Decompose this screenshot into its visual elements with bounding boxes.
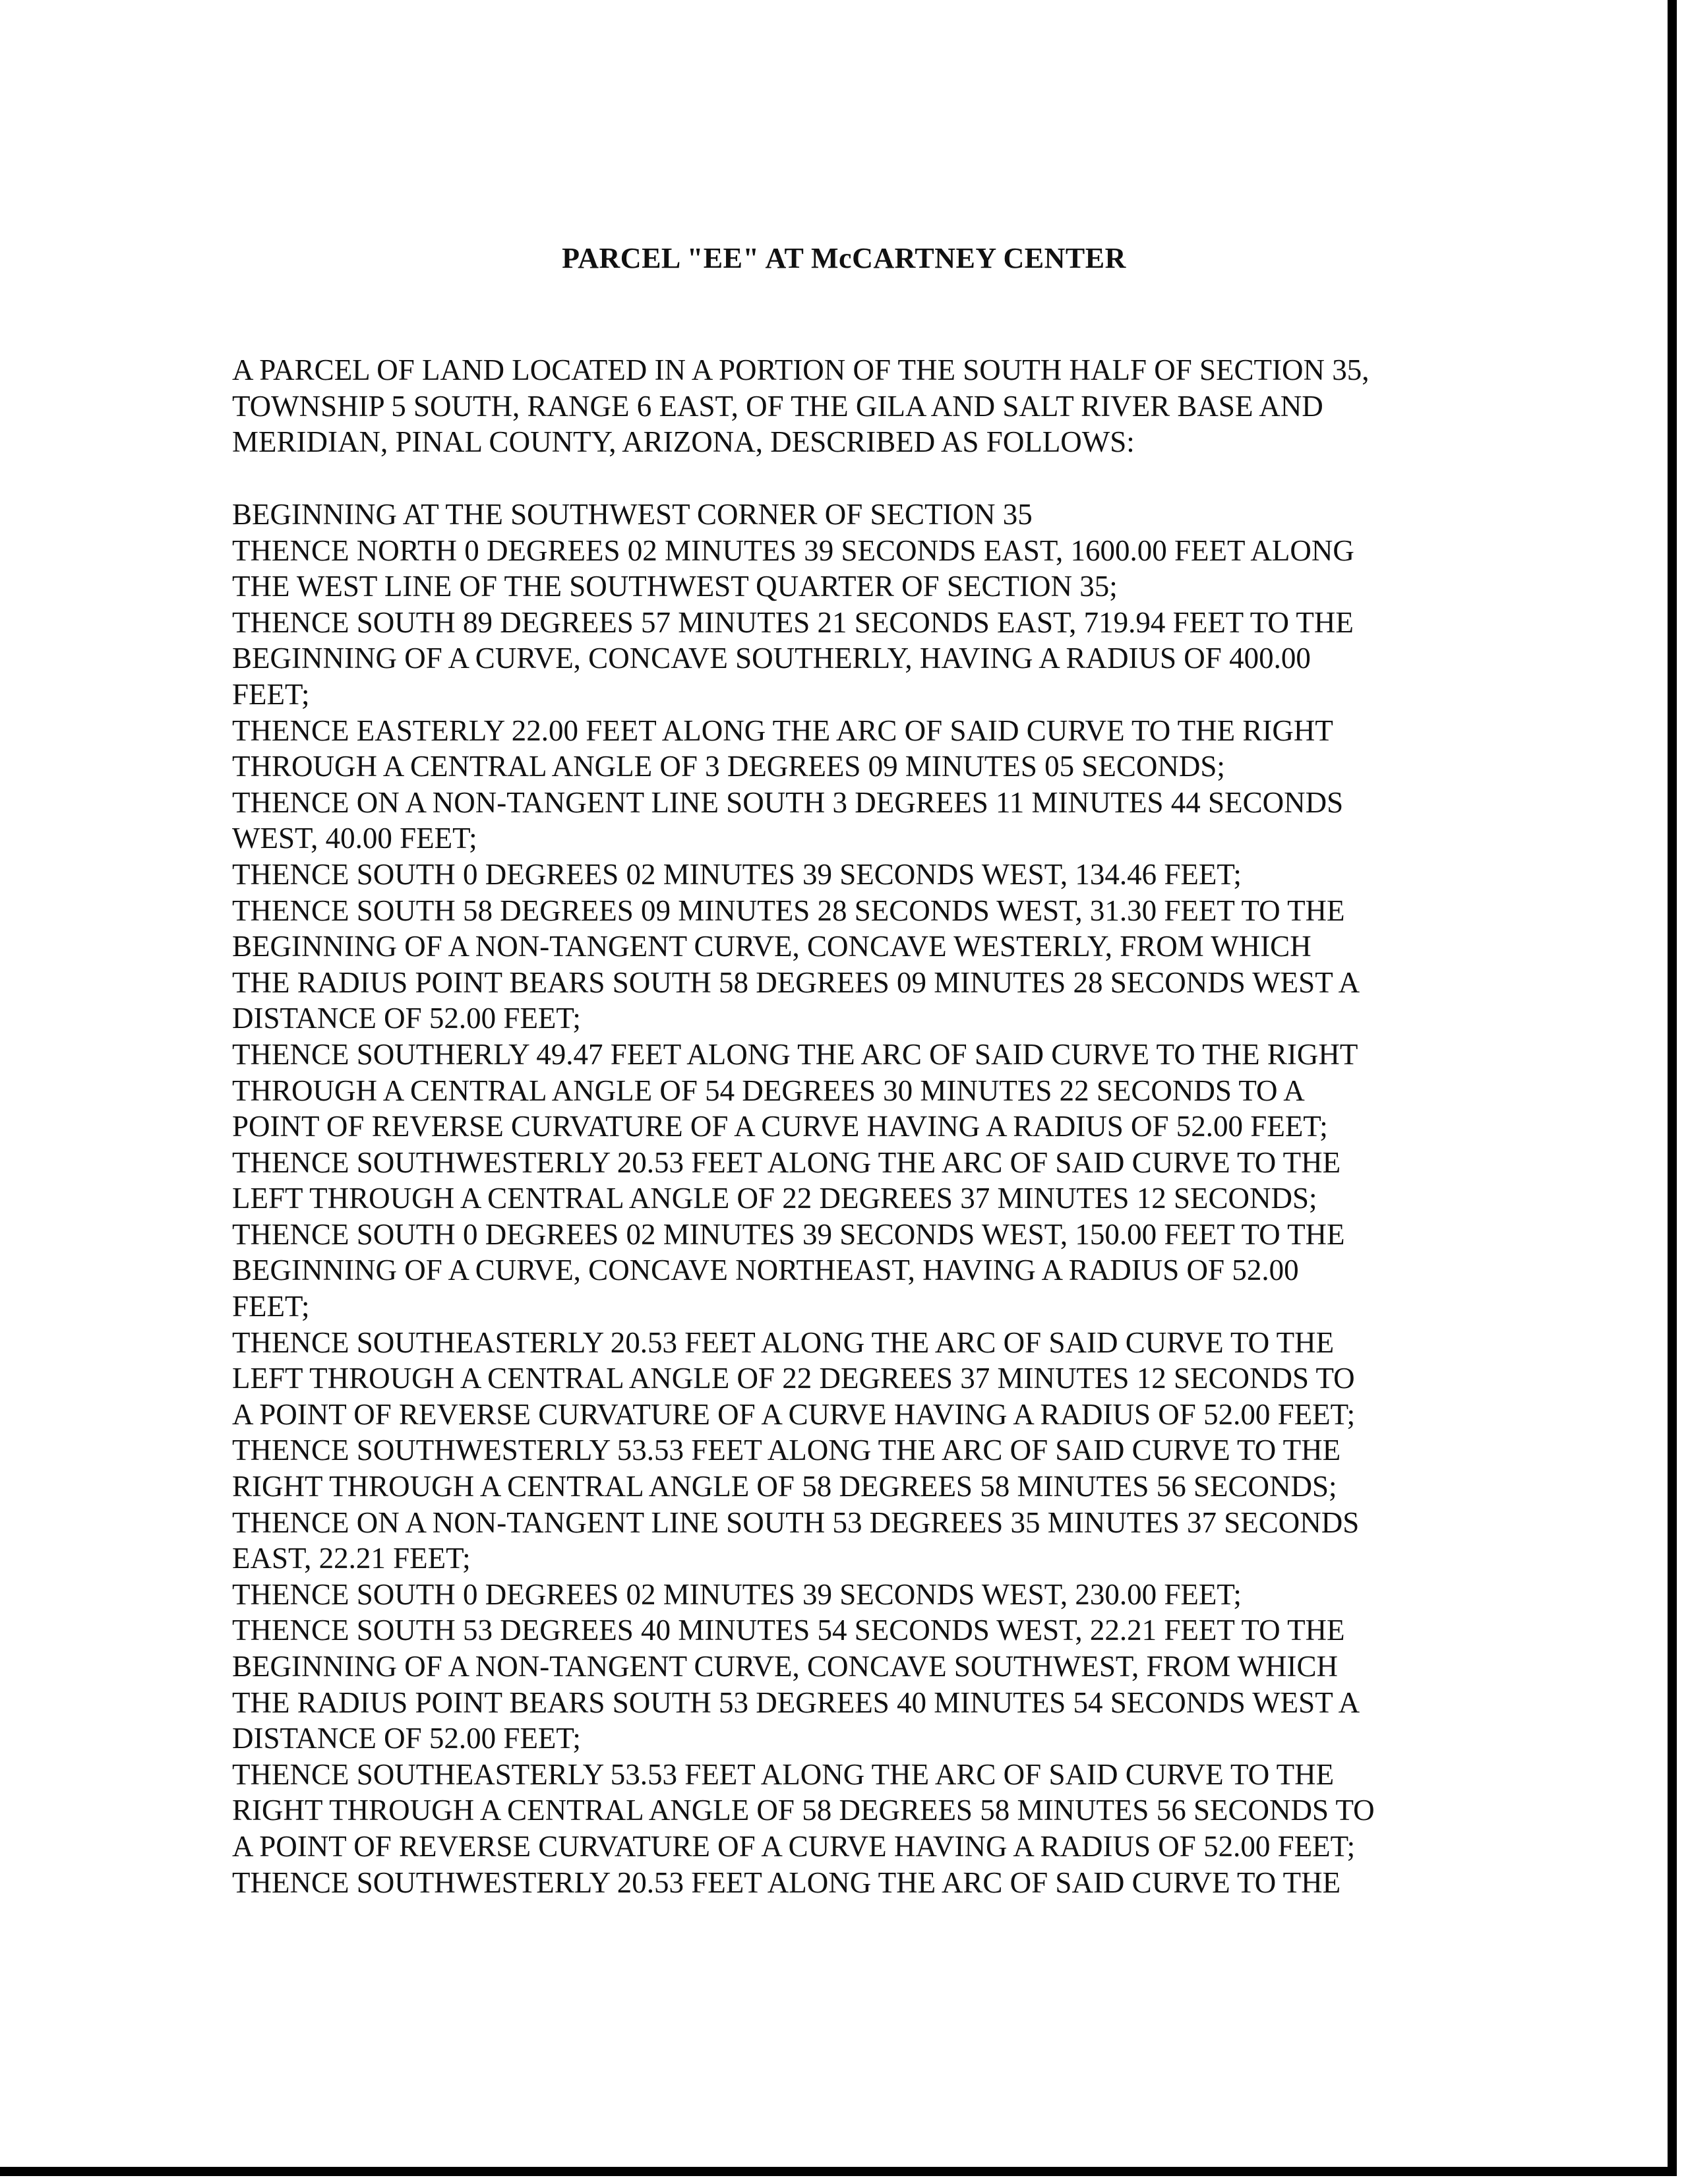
description-line: A POINT OF REVERSE CURVATURE OF A CURVE HAVING A RADIUS OF 52.00 FEET; [232, 1829, 1356, 1863]
description-line: THENCE SOUTH 0 DEGREES 02 MINUTES 39 SECONDS WEST, 230.00 FEET; [232, 1577, 1242, 1611]
description-line: THENCE SOUTHWESTERLY 20.53 FEET ALONG THE ARC OF SAID CURVE TO THE [232, 1866, 1341, 1899]
description-line: FEET; [232, 677, 310, 711]
description-line: EAST, 22.21 FEET; [232, 1542, 471, 1575]
description-line: RIGHT THROUGH A CENTRAL ANGLE OF 58 DEGREES 58 MINUTES 56 SECONDS; [232, 1470, 1337, 1503]
description-line: THENCE SOUTHEASTERLY 20.53 FEET ALONG THE ARC OF SAID CURVE TO THE [232, 1325, 1335, 1359]
description-line: BEGINNING OF A NON-TANGENT CURVE, CONCAVE WESTERLY, FROM WHICH [232, 930, 1311, 963]
description-line: THENCE SOUTHERLY 49.47 FEET ALONG THE ARC OF SAID CURVE TO THE RIGHT [232, 1037, 1358, 1071]
description-line: THENCE SOUTHWESTERLY 20.53 FEET ALONG THE ARC OF SAID CURVE TO THE [232, 1145, 1341, 1179]
description-line: THENCE SOUTH 0 DEGREES 02 MINUTES 39 SECONDS WEST, 134.46 FEET; [232, 857, 1242, 891]
description-line: WEST, 40.00 FEET; [232, 822, 477, 855]
description-line: THENCE EASTERLY 22.00 FEET ALONG THE ARC OF SAID CURVE TO THE RIGHT [232, 713, 1333, 747]
description-line: LEFT THROUGH A CENTRAL ANGLE OF 22 DEGREES 37 MINUTES 12 SECONDS; [232, 1182, 1317, 1215]
page-title: PARCEL "EE" AT McCARTNEY CENTER [562, 242, 1126, 274]
description-line: THE RADIUS POINT BEARS SOUTH 58 DEGREES 09 MINUTES 28 SECONDS WEST A [232, 965, 1360, 999]
description-line: THENCE SOUTHWESTERLY 53.53 FEET ALONG THE ARC OF SAID CURVE TO THE [232, 1434, 1341, 1467]
description-line: DISTANCE OF 52.00 FEET; [232, 1002, 581, 1035]
description-line: THENCE SOUTHEASTERLY 53.53 FEET ALONG THE ARC OF SAID CURVE TO THE [232, 1757, 1335, 1791]
description-line: THENCE SOUTH 53 DEGREES 40 MINUTES 54 SECONDS WEST, 22.21 FEET TO THE [232, 1614, 1345, 1647]
scan-border-bottom [0, 2167, 1677, 2176]
description-line: THENCE SOUTH 58 DEGREES 09 MINUTES 28 SECONDS WEST, 31.30 FEET TO THE [232, 894, 1345, 927]
description-line: BEGINNING AT THE SOUTHWEST CORNER OF SECTION 35 [232, 498, 1033, 531]
description-line: FEET; [232, 1290, 310, 1323]
intro-line: A PARCEL OF LAND LOCATED IN A PORTION OF THE SOUTH HALF OF SECTION 35, [232, 353, 1370, 386]
intro-line: TOWNSHIP 5 SOUTH, RANGE 6 EAST, OF THE GILA AND SALT RIVER BASE AND [232, 389, 1323, 423]
intro-paragraph [232, 352, 1518, 460]
description-line: DISTANCE OF 52.00 FEET; [232, 1722, 581, 1755]
description-line: THENCE SOUTH 0 DEGREES 02 MINUTES 39 SECONDS WEST, 150.00 FEET TO THE [232, 1217, 1345, 1251]
description-line: THENCE ON A NON-TANGENT LINE SOUTH 53 DEGREES 35 MINUTES 37 SECONDS [232, 1505, 1360, 1539]
description-line: A POINT OF REVERSE CURVATURE OF A CURVE HAVING A RADIUS OF 52.00 FEET; [232, 1397, 1356, 1431]
description-line: THENCE NORTH 0 DEGREES 02 MINUTES 39 SECONDS EAST, 1600.00 FEET ALONG [232, 533, 1354, 567]
description-line: BEGINNING OF A CURVE, CONCAVE NORTHEAST, HAVING A RADIUS OF 52.00 [232, 1254, 1299, 1287]
description-line: THROUGH A CENTRAL ANGLE OF 54 DEGREES 30 MINUTES 22 SECONDS TO A [232, 1074, 1305, 1107]
scan-border-right [1668, 0, 1677, 2176]
description-line: LEFT THROUGH A CENTRAL ANGLE OF 22 DEGREES 37 MINUTES 12 SECONDS TO [232, 1362, 1355, 1395]
description-line: BEGINNING OF A CURVE, CONCAVE SOUTHERLY, HAVING A RADIUS OF 400.00 [232, 642, 1311, 675]
description-line: THROUGH A CENTRAL ANGLE OF 3 DEGREES 09 MINUTES 05 SECONDS; [232, 750, 1225, 783]
description-line: RIGHT THROUGH A CENTRAL ANGLE OF 58 DEGREES 58 MINUTES 56 SECONDS TO [232, 1794, 1375, 1827]
intro-line: MERIDIAN, PINAL COUNTY, ARIZONA, DESCRIBED AS FOLLOWS: [232, 425, 1135, 459]
description-line: THE WEST LINE OF THE SOUTHWEST QUARTER OF SECTION 35; [232, 570, 1118, 603]
description-line: THENCE SOUTH 89 DEGREES 57 MINUTES 21 SECONDS EAST, 719.94 FEET TO THE [232, 605, 1354, 639]
description-line: THE RADIUS POINT BEARS SOUTH 53 DEGREES 40 MINUTES 54 SECONDS WEST A [232, 1685, 1360, 1719]
description-line: BEGINNING OF A NON-TANGENT CURVE, CONCAVE SOUTHWEST, FROM WHICH [232, 1650, 1338, 1683]
description-line: POINT OF REVERSE CURVATURE OF A CURVE HAVING A RADIUS OF 52.00 FEET; [232, 1110, 1328, 1143]
description-line: THENCE ON A NON-TANGENT LINE SOUTH 3 DEGREES 11 MINUTES 44 SECONDS [232, 785, 1344, 819]
legal-description [232, 497, 1518, 1900]
